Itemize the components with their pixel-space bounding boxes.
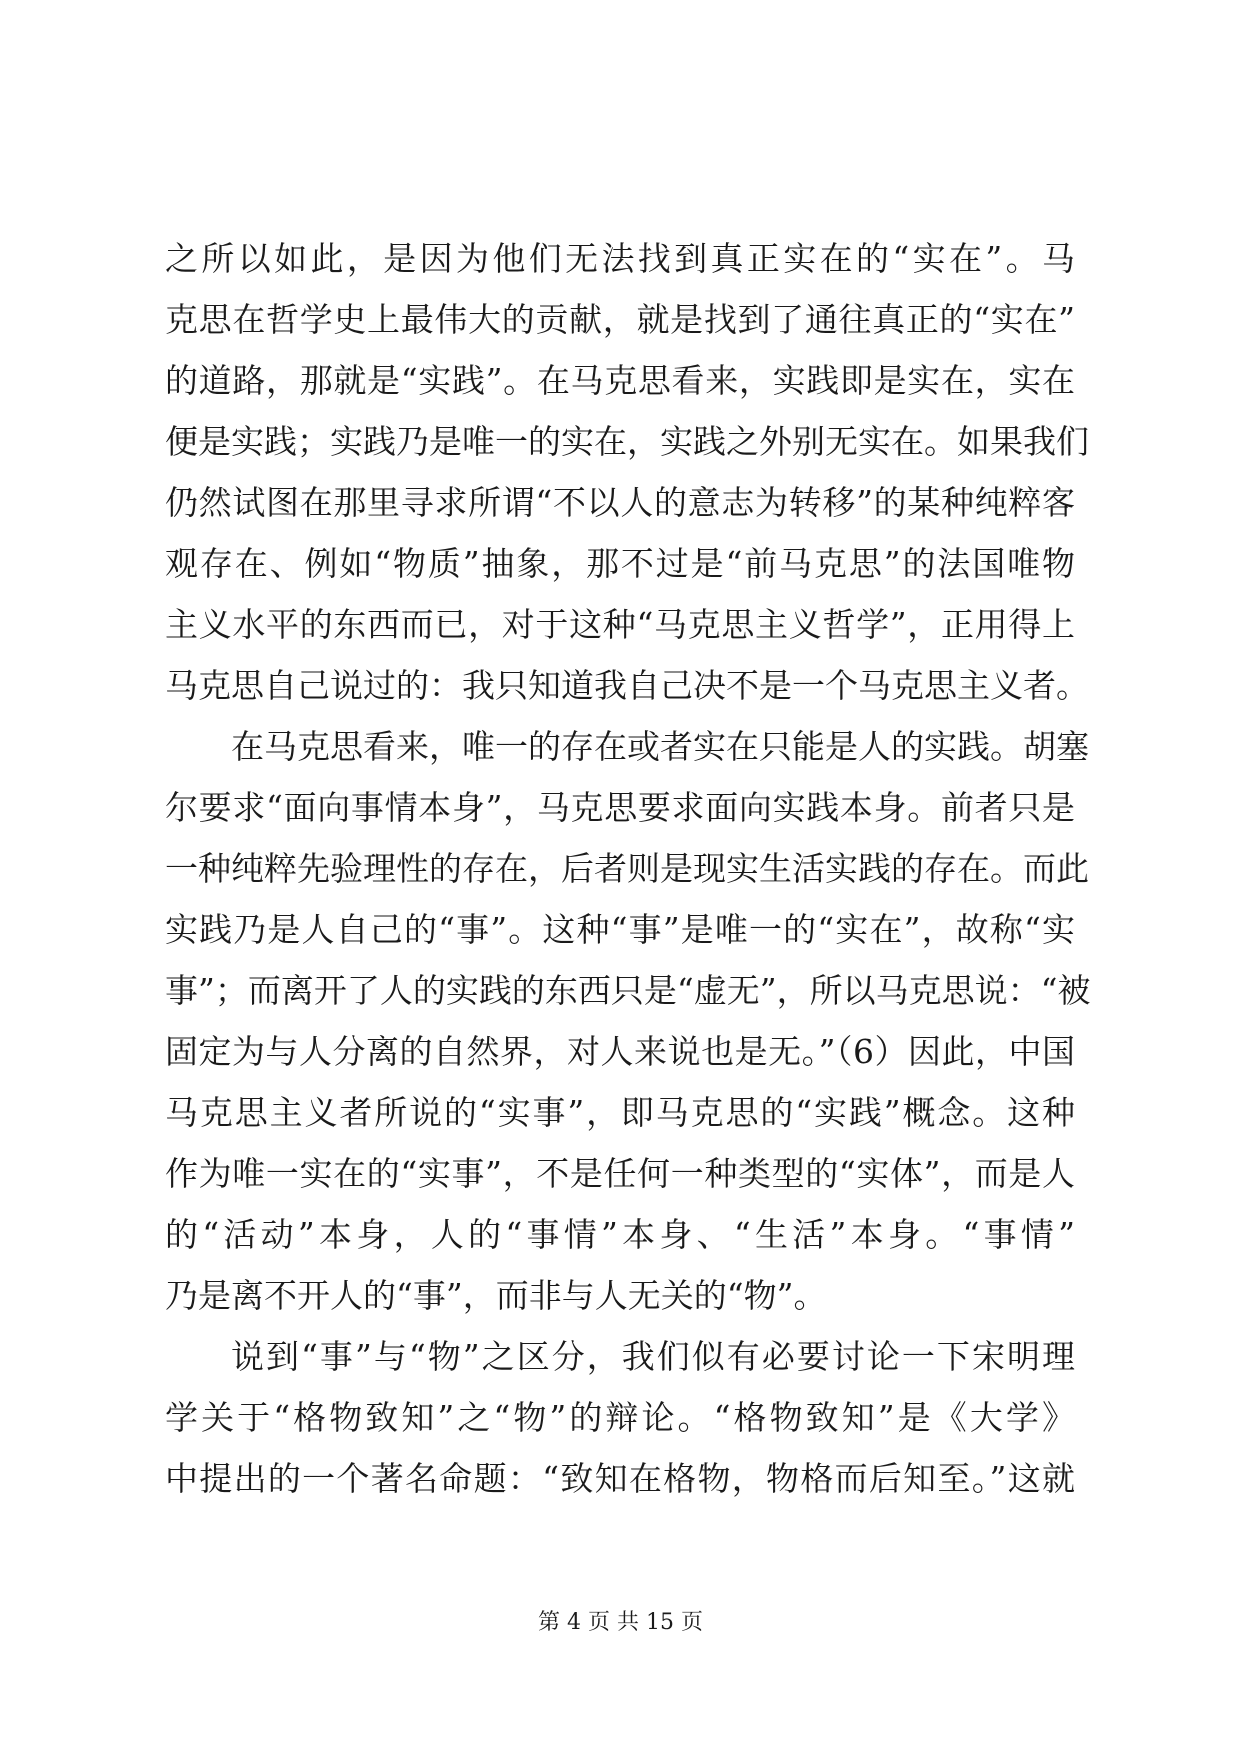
text-line: 学关于“格物致知”之“物”的辩论。“格物致知”是《大学》 — [165, 1398, 1075, 1437]
paragraph — [165, 716, 1091, 1326]
text-line: 主义水平的东西而已，对于这种“马克思主义哲学”，正用得上 — [165, 605, 1075, 644]
text-line: 说到“事”与“物”之区分，我们似有必要讨论一下宋明理 — [231, 1337, 1075, 1376]
page-footer — [0, 1608, 1241, 1638]
text-line: 尔要求“面向事情本身”，马克思要求面向实践本身。前者只是 — [165, 788, 1075, 827]
paragraph — [165, 1326, 1075, 1509]
text-line: 克思在哲学史上最伟大的贡献，就是找到了通往真正的“实在” — [165, 300, 1075, 339]
text-line: 事”；而离开了人的实践的东西只是“虚无”，所以马克思说：“被 — [165, 971, 1091, 1010]
text-line: 乃是离不开人的“事”，而非与人无关的“物”。 — [165, 1276, 827, 1315]
body-text — [165, 228, 1091, 1509]
text-line: 之所以如此，是因为他们无法找到真正实在的“实在”。马 — [165, 239, 1075, 278]
text-line: 便是实践；实践乃是唯一的实在，实践之外别无实在。如果我们 — [165, 422, 1089, 461]
text-line: 的道路，那就是“实践”。在马克思看来，实践即是实在，实在 — [165, 361, 1075, 400]
page-number-label: 第 4 页 共 15 页 — [538, 1610, 703, 1635]
text-line: 作为唯一实在的“实事”，不是任何一种类型的“实体”，而是人 — [165, 1154, 1075, 1193]
text-line: 仍然试图在那里寻求所谓“不以人的意志为转移”的某种纯粹客 — [165, 483, 1075, 522]
text-line: 马克思自己说过的：我只知道我自己决不是一个马克思主义者。 — [165, 666, 1089, 705]
text-line: 固定为与人分离的自然界，对人来说也是无。”（6）因此，中国 — [165, 1032, 1075, 1071]
text-line: 观存在、例如“物质”抽象，那不过是“前马克思”的法国唯物 — [165, 544, 1075, 583]
text-line: 实践乃是人自己的“事”。这种“事”是唯一的“实在”，故称“实 — [165, 910, 1075, 949]
text-line: 在马克思看来，唯一的存在或者实在只能是人的实践。胡塞 — [231, 727, 1089, 766]
text-line: 马克思主义者所说的“实事”，即马克思的“实践”概念。这种 — [165, 1093, 1075, 1132]
paragraph — [165, 228, 1089, 716]
text-line: 中提出的一个著名命题：“致知在格物，物格而后知至。”这就 — [165, 1459, 1075, 1498]
text-line: 一种纯粹先验理性的存在，后者则是现实生活实践的存在。而此 — [165, 849, 1089, 888]
text-line: 的“活动”本身，人的“事情”本身、“生活”本身。“事情” — [165, 1215, 1075, 1254]
